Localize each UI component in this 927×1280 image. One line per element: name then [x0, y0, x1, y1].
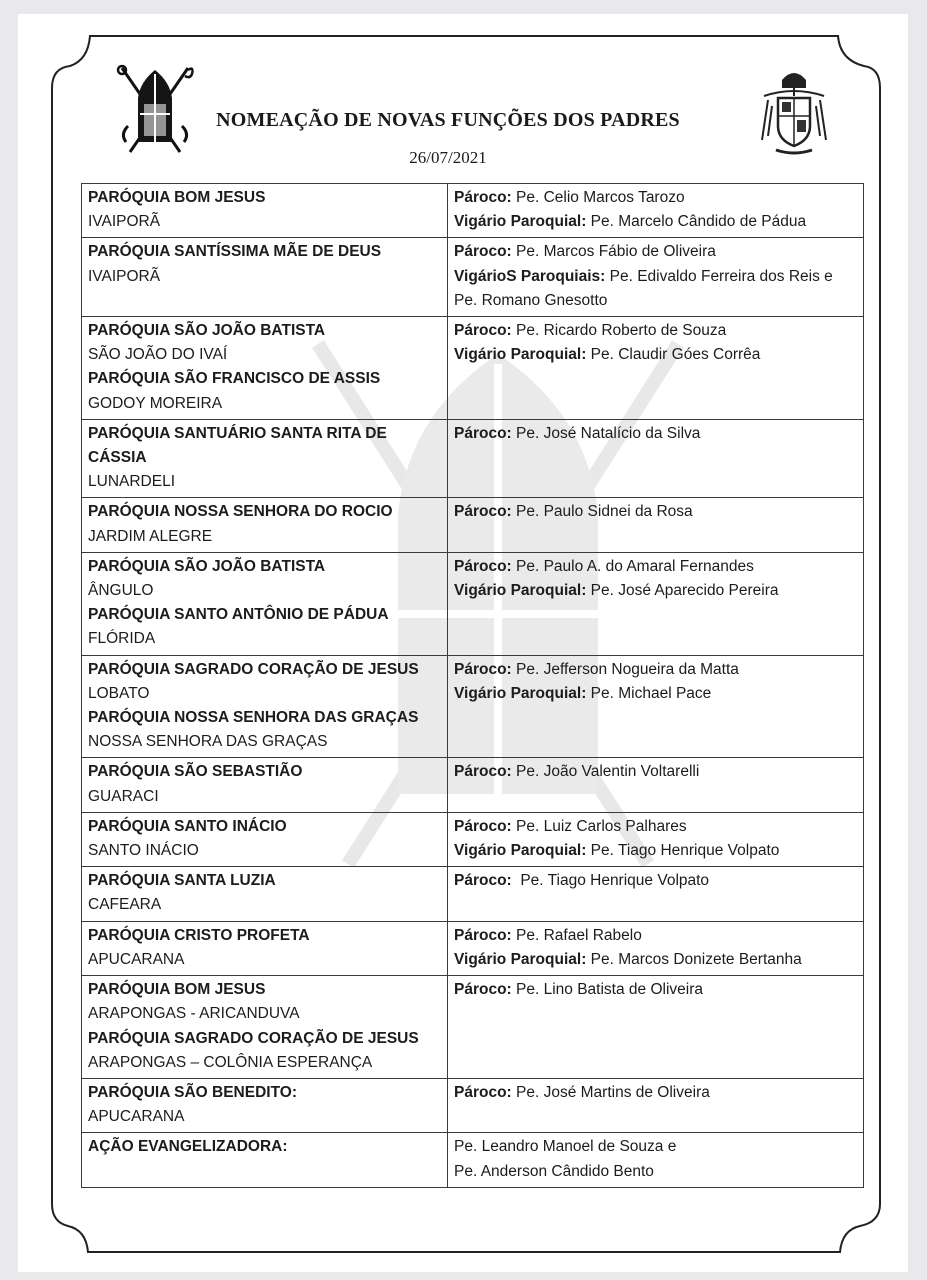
parish-location: IVAIPORÃ: [88, 213, 161, 231]
role-label: Vigário Paroquial:: [454, 213, 587, 231]
priest-name: Pe. Leandro Manoel de Souza e: [454, 1138, 677, 1156]
document-sheet: [18, 14, 908, 1272]
role-label: Pároco:: [454, 660, 512, 678]
parish-cell: [82, 238, 448, 317]
priest-name: Pe. Luiz Carlos Palhares: [511, 817, 687, 835]
clergy-entry: [454, 343, 857, 367]
role-label: Pároco:: [454, 322, 512, 340]
parish-name: PARÓQUIA SÃO BENEDITO:: [88, 1083, 297, 1101]
priest-name: Pe. Edivaldo Ferreira dos Reis e Pe. Romano Gnesotto: [454, 267, 838, 309]
priest-name: Pe. José Martins de Oliveira: [511, 1083, 710, 1101]
table-row: [82, 758, 864, 812]
parish-cell: [82, 976, 448, 1079]
clergy-entry: [454, 186, 857, 210]
clergy-entry: [454, 500, 857, 524]
document-title: NOMEAÇÃO DE NOVAS FUNÇÕES DOS PADRES: [216, 109, 680, 131]
priest-name: Pe. Marcos Fábio de Oliveira: [511, 243, 716, 261]
table-row: [82, 867, 864, 921]
parish-name: PARÓQUIA CRISTO PROFETA: [88, 926, 310, 944]
parish-name: PARÓQUIA SANTO ANTÔNIO DE PÁDUA: [88, 606, 389, 624]
clergy-cell: [448, 867, 864, 921]
parish-name: AÇÃO EVANGELIZADORA:: [88, 1138, 288, 1156]
table-row: [82, 655, 864, 758]
parish-cell: [82, 921, 448, 975]
priest-name: Pe. Paulo A. do Amaral Fernandes: [511, 557, 754, 575]
clergy-entry: [454, 422, 857, 446]
role-label: Pároco:: [454, 981, 512, 999]
table-row: [82, 1078, 864, 1132]
parish-location: ARAPONGAS - ARICANDUVA: [88, 1005, 300, 1023]
clergy-entry: [454, 240, 857, 264]
parish-location: APUCARANA: [88, 950, 185, 968]
priest-name: Pe. Tiago Henrique Volpato: [511, 872, 710, 890]
role-label: Pároco:: [454, 557, 512, 575]
role-label: Vigário Paroquial:: [454, 842, 587, 860]
clergy-cell: [448, 1133, 864, 1187]
role-label: Pároco:: [454, 424, 512, 442]
priest-name: Pe. Ricardo Roberto de Souza: [511, 322, 727, 340]
parish-name: PARÓQUIA NOSSA SENHORA DO ROCIO: [88, 503, 393, 521]
table-row: [82, 812, 864, 866]
table-row: [82, 1133, 864, 1187]
priest-name: Pe. Jefferson Nogueira da Matta: [511, 660, 739, 678]
role-label: VigárioS Paroquiais:: [454, 267, 606, 285]
parish-cell: [82, 498, 448, 552]
parish-cell: [82, 867, 448, 921]
clergy-entry: [454, 1160, 857, 1184]
parish-location: GODOY MOREIRA: [88, 394, 223, 412]
clergy-cell: [448, 812, 864, 866]
parish-cell: [82, 552, 448, 655]
clergy-cell: [448, 552, 864, 655]
parish-location: GUARACI: [88, 787, 159, 805]
priest-name: Pe. Marcos Donizete Bertanha: [586, 950, 802, 968]
parish-name: PARÓQUIA SÃO SEBASTIÃO: [88, 763, 303, 781]
clergy-entry: [454, 839, 857, 863]
parish-cell: [82, 812, 448, 866]
table-row: [82, 921, 864, 975]
parish-name: PARÓQUIA SANTÍSSIMA MÃE DE DEUS: [88, 243, 382, 261]
clergy-entry: [454, 319, 857, 343]
table-row: [82, 184, 864, 238]
role-label: Vigário Paroquial:: [454, 684, 587, 702]
appointments-table: [81, 183, 864, 1188]
parish-cell: [82, 758, 448, 812]
clergy-entry: [454, 265, 857, 313]
priest-name: Pe. Lino Batista de Oliveira: [511, 981, 703, 999]
priest-name: Pe. José Aparecido Pereira: [586, 582, 779, 600]
clergy-cell: [448, 976, 864, 1079]
priest-name: Pe. Rafael Rabelo: [511, 926, 642, 944]
role-label: Pároco:: [454, 763, 512, 781]
role-label: Vigário Paroquial:: [454, 346, 587, 364]
parish-cell: [82, 317, 448, 420]
clergy-entry: [454, 555, 857, 579]
clergy-cell: [448, 758, 864, 812]
role-label: Pároco:: [454, 189, 512, 206]
clergy-entry: [454, 1081, 857, 1105]
priest-name: Pe. Michael Pace: [586, 684, 712, 702]
parish-location: NOSSA SENHORA DAS GRAÇAS: [88, 733, 328, 751]
clergy-entry: [454, 948, 857, 972]
role-label: Vigário Paroquial:: [454, 582, 587, 600]
parish-name: PARÓQUIA SANTO INÁCIO: [88, 817, 287, 835]
clergy-entry: [454, 760, 857, 784]
role-label: Pároco:: [454, 872, 512, 890]
clergy-cell: [448, 317, 864, 420]
clergy-entry: [454, 579, 857, 603]
priest-name: Pe. Paulo Sidnei da Rosa: [511, 503, 693, 521]
parish-name: PARÓQUIA SANTUÁRIO SANTA RITA DE CÁSSIA: [88, 424, 387, 467]
role-label: Pároco:: [454, 243, 512, 261]
clergy-entry: [454, 815, 857, 839]
parish-name: PARÓQUIA SAGRADO CORAÇÃO DE JESUS: [88, 1029, 419, 1047]
clergy-entry: [454, 869, 857, 893]
priest-name: Pe. Marcelo Cândido de Pádua: [586, 213, 807, 231]
clergy-cell: [448, 238, 864, 317]
clergy-cell: [448, 921, 864, 975]
parish-cell: [82, 184, 448, 238]
table-row: [82, 317, 864, 420]
clergy-entry: [454, 978, 857, 1002]
priest-name: Pe. Anderson Cândido Bento: [454, 1162, 654, 1180]
role-label: Pároco:: [454, 1083, 512, 1101]
clergy-cell: [448, 419, 864, 498]
parish-cell: [82, 1133, 448, 1187]
role-label: Vigário Paroquial:: [454, 950, 587, 968]
clergy-entry: [454, 1135, 857, 1159]
parish-location: ÂNGULO: [88, 582, 154, 600]
parish-location: LOBATO: [88, 684, 150, 702]
parish-cell: [82, 655, 448, 758]
clergy-cell: [448, 655, 864, 758]
role-label: Pároco:: [454, 926, 512, 944]
parish-name: PARÓQUIA SAGRADO CORAÇÃO DE JESUS: [88, 660, 419, 678]
parish-location: SÃO JOÃO DO IVAÍ: [88, 346, 228, 364]
parish-location: APUCARANA: [88, 1108, 185, 1126]
document-date: 26/07/2021: [409, 148, 487, 167]
role-label: Pároco:: [454, 817, 512, 835]
table-row: [82, 419, 864, 498]
clergy-cell: [448, 1078, 864, 1132]
parish-location: IVAIPORÃ: [88, 267, 161, 285]
priest-name: Pe. João Valentin Voltarelli: [511, 763, 700, 781]
parish-cell: [82, 1078, 448, 1132]
table-row: [82, 498, 864, 552]
parish-name: PARÓQUIA NOSSA SENHORA DAS GRAÇAS: [88, 709, 419, 727]
clergy-cell: [448, 498, 864, 552]
parish-location: SANTO INÁCIO: [88, 842, 199, 860]
clergy-cell: [448, 184, 864, 238]
parish-name: PARÓQUIA BOM JESUS: [88, 981, 266, 999]
priest-name: Pe. Celio Marcos Tarozo: [511, 189, 685, 206]
parish-location: JARDIM ALEGRE: [88, 527, 213, 545]
parish-name: PARÓQUIA SÃO JOÃO BATISTA: [88, 557, 326, 575]
table-row: [82, 976, 864, 1079]
clergy-entry: [454, 658, 857, 682]
clergy-entry: [454, 924, 857, 948]
priest-name: Pe. José Natalício da Silva: [511, 424, 701, 442]
priest-name: Pe. Tiago Henrique Volpato: [586, 842, 780, 860]
parish-location: FLÓRIDA: [88, 630, 156, 648]
clergy-entry: [454, 210, 857, 234]
priest-name: Pe. Claudir Góes Corrêa: [586, 346, 761, 364]
parish-name: PARÓQUIA BOM JESUS: [88, 189, 266, 206]
parish-name: PARÓQUIA SANTA LUZIA: [88, 872, 276, 890]
table-row: [82, 238, 864, 317]
parish-name: PARÓQUIA SÃO FRANCISCO DE ASSIS: [88, 370, 381, 388]
parish-location: ARAPONGAS – COLÔNIA ESPERANÇA: [88, 1053, 373, 1071]
role-label: Pároco:: [454, 503, 512, 521]
clergy-entry: [454, 682, 857, 706]
parish-location: LUNARDELI: [88, 473, 175, 491]
diocese-coat-of-arms-logo: [754, 66, 834, 158]
parish-location: CAFEARA: [88, 896, 162, 914]
parish-name: PARÓQUIA SÃO JOÃO BATISTA: [88, 322, 326, 340]
parish-cell: [82, 419, 448, 498]
table-row: [82, 552, 864, 655]
